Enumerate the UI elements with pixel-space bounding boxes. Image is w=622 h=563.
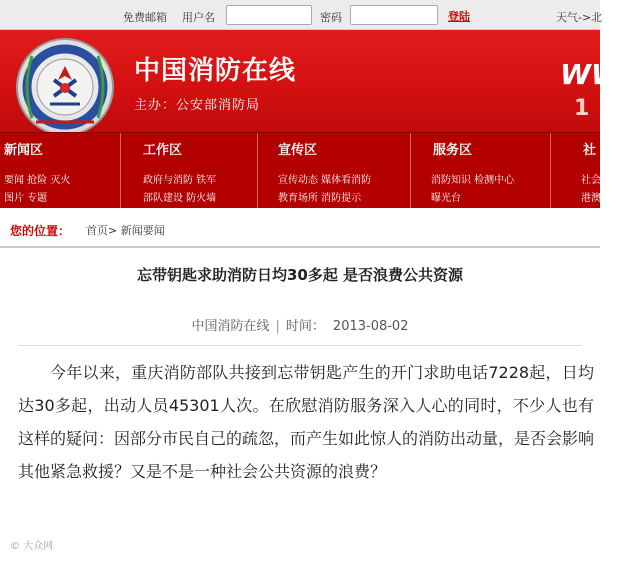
nav-links[interactable]: 部队建设 防火墙 [143, 193, 217, 204]
weibo-icon: © [10, 541, 20, 552]
password-input[interactable] [350, 5, 438, 25]
article-divider [18, 345, 582, 346]
nav-links[interactable]: 图片 专题 [4, 193, 48, 204]
breadcrumb-label: 您的位置： [10, 224, 71, 238]
watermark [10, 537, 53, 552]
site-subtitle: 主办：公安部消防局 [134, 98, 261, 113]
nav-links[interactable]: 港澳 [581, 193, 601, 204]
site-title: 中国消防在线 [134, 56, 297, 86]
breadcrumb-path[interactable]: 首页> 新闻要闻 [86, 224, 165, 237]
nav-links[interactable]: 政府与消防 铁军 [143, 175, 217, 186]
watermark-text: 大众网 [23, 541, 54, 552]
nav-section-work [120, 133, 257, 209]
nav-section-service [410, 133, 550, 209]
main-navigation [0, 132, 600, 208]
site-url-fragment: WW [560, 58, 622, 91]
nav-section-title[interactable]: 工作区 [143, 143, 183, 158]
nav-section-title[interactable]: 新闻区 [4, 143, 44, 158]
nav-links[interactable]: 曝光台 [431, 193, 461, 204]
article-source: 中国消防在线 [191, 319, 270, 334]
nav-section-society [550, 133, 600, 209]
username-input[interactable] [226, 5, 312, 25]
site-header [0, 30, 622, 132]
site-url-number: 1 [574, 96, 590, 121]
nav-section-title[interactable]: 社 [583, 143, 597, 158]
nav-section-title[interactable]: 服务区 [433, 143, 473, 158]
nav-links[interactable]: 社会 [581, 175, 601, 186]
password-label: 密码 [320, 11, 342, 24]
nav-section-title[interactable]: 宣传区 [278, 143, 318, 158]
weather-link[interactable]: 天气->北 [556, 11, 603, 24]
article-meta [0, 315, 600, 334]
article-time-label: 时间： [285, 319, 325, 334]
article-title: 忘带钥匙求助消防日均30多起 是否浪费公共资源 [136, 266, 464, 284]
nav-section-publicity [257, 133, 410, 209]
nav-links[interactable]: 要闻 抢险 灭火 [4, 175, 71, 186]
fire-service-emblem-icon[interactable] [14, 36, 116, 138]
meta-separator: | [275, 319, 280, 334]
article-body: 今年以来，重庆消防部队共接到忘带钥匙产生的开门求助电话7228起，日均达30多起，出动人员45301人次。在欣慰消防服务深入人心的同时，不少人也有这样的疑问：因部分市民自己的疏忽，而产生如此惊人的消防出动量，是否会影响其他紧急救援？又是不是一种社会公共资源的浪费？ [18, 363, 595, 481]
nav-links[interactable]: 消防知识 检测中心 [431, 175, 515, 186]
nav-links[interactable]: 教育场所 消防提示 [278, 193, 362, 204]
username-label: 用户名 [182, 11, 215, 24]
login-link[interactable]: 登陆 [448, 10, 470, 23]
free-mail-link[interactable]: 免费邮箱 [123, 11, 167, 24]
article-date: 2013-08-02 [332, 319, 409, 334]
breadcrumb [0, 208, 600, 248]
top-login-bar [0, 0, 603, 30]
nav-links[interactable]: 宣传动态 媒体看消防 [278, 175, 372, 186]
nav-section-news [0, 133, 120, 209]
